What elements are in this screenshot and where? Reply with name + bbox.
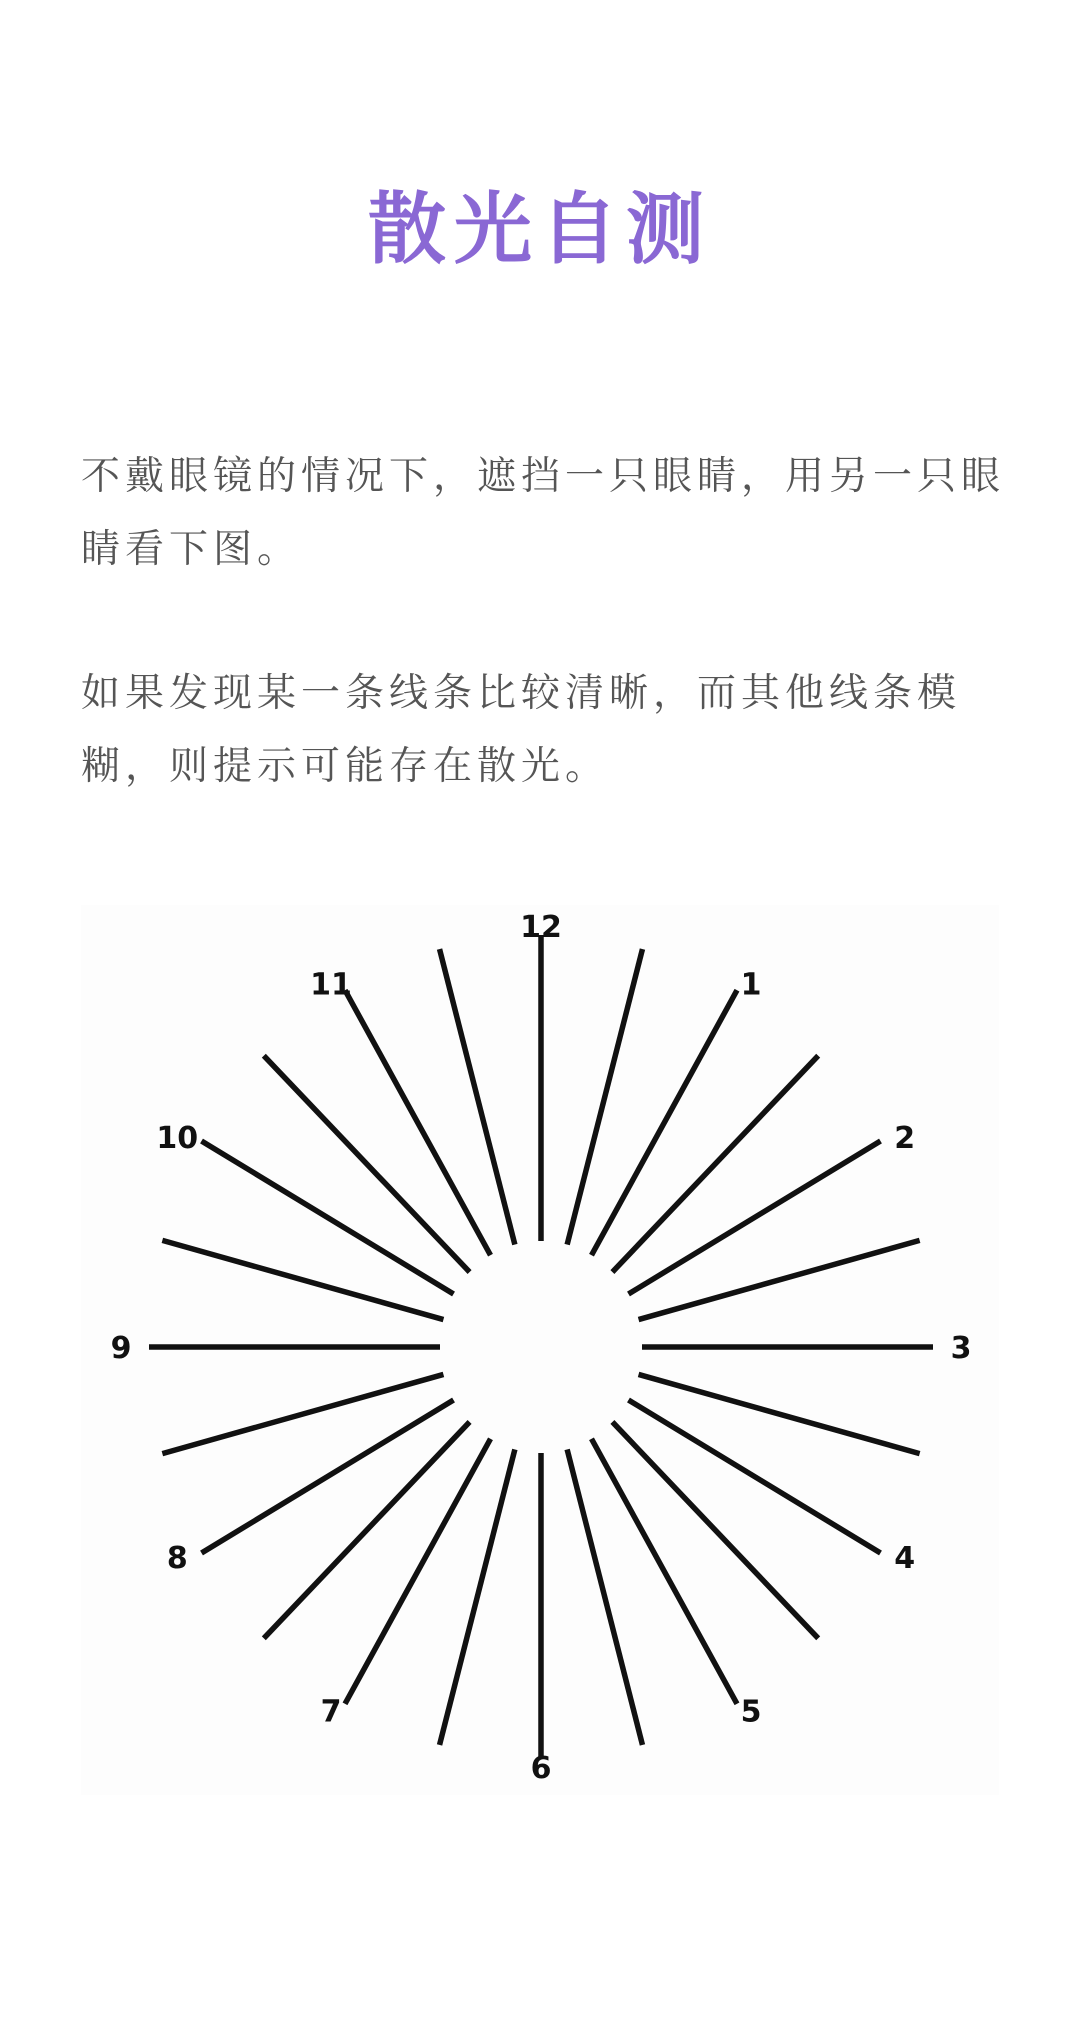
hour-label: 3 [950,1331,972,1366]
hour-label: 5 [740,1694,762,1730]
hour-label: 1 [740,967,762,1003]
dial-line [162,1240,443,1319]
dial-line [567,949,642,1245]
dial-line [440,949,515,1245]
hour-label: 10 [156,1121,199,1156]
astigmatism-dial [81,905,999,1795]
hour-label: 2 [894,1121,916,1156]
dial-line [639,1374,920,1453]
hour-label: 4 [894,1541,916,1576]
hour-label: 9 [110,1331,132,1366]
instruction-paragraph: 不戴眼镜的情况下，遮挡一只眼睛，用另一只眼睛看下图。 [81,454,1006,572]
dial-line [162,1374,443,1453]
page-title: 散光自测 [367,185,712,275]
hour-label: 7 [320,1694,342,1730]
hour-label: 8 [166,1541,188,1576]
dial-line [567,1449,642,1745]
result-paragraph: 如果发现某一条线条比较清晰，而其他线条模糊，则提示可能存在散光。 [81,671,962,789]
hour-label: 6 [530,1751,552,1786]
dial-line [440,1449,515,1745]
dial-line [639,1240,920,1319]
hour-label: 11 [310,967,352,1003]
astigmatism-chart [81,905,999,1795]
hour-label: 12 [520,910,562,945]
